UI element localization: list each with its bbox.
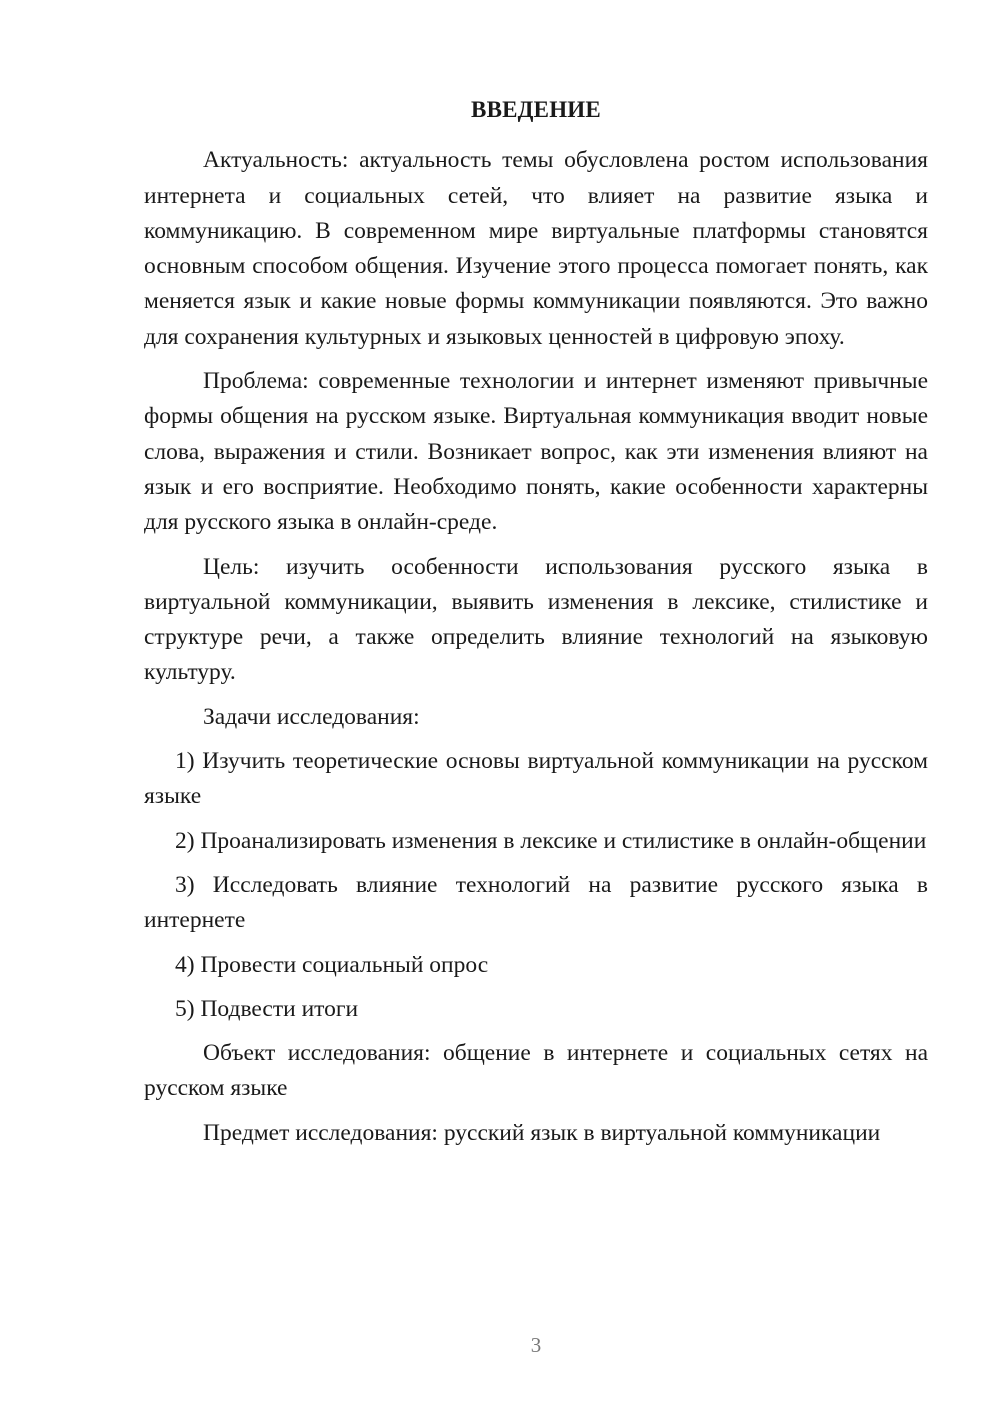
task-item: 2) Проанализировать изменения в лексике и стилистике в онлайн-общении <box>175 827 927 854</box>
document-page <box>144 92 928 1160</box>
problem-paragraph: Проблема: современные технологии и интернет изменяют привычные формы общения на русском языке. Виртуальная коммуникация вводит новые слова, выражения и стили. Возникает вопрос, как эти изменения влияют на язык и его восприятие. Необходимо понять, какие особенности характерны для русского языка в онлайн-среде. <box>144 368 928 536</box>
subject-paragraph: Предмет исследования: русский язык в виртуальной коммуникации <box>203 1119 881 1146</box>
task-item: 1) Изучить теоретические основы виртуальной коммуникации на русском языке <box>144 748 928 810</box>
tasks-heading: Задачи исследования: <box>203 703 420 730</box>
task-item: 3) Исследовать влияние технологий на развитие русского языка в интернете <box>144 871 928 934</box>
task-item: 5) Подвести итоги <box>175 995 359 1022</box>
object-paragraph: Объект исследования: общение в интернете и социальных сетях на русском языке <box>144 1040 928 1102</box>
relevance-paragraph: Актуальность: актуальность темы обусловлена ростом использования интернета и социальных сетей, что влияет на развитие языка и коммуникацию. В современном мире виртуальные платформы становятся основным способом общения. Изучение этого процесса помогает понять, как меняется язык и какие новые формы коммуникации появляются. Это важно для сохранения культурных и языковых ценностей в цифровую эпоху. <box>144 147 928 350</box>
task-item: 4) Провести социальный опрос <box>175 951 489 978</box>
page-number: 3 <box>530 1333 542 1357</box>
goal-paragraph: Цель: изучить особенности использования русского языка в виртуальной коммуникации, выявить изменения в лексике, стилистике и структуре речи, а также определить влияние технологий на языковую культуру. <box>144 553 928 686</box>
section-heading: ВВЕДЕНИЕ <box>471 97 601 122</box>
